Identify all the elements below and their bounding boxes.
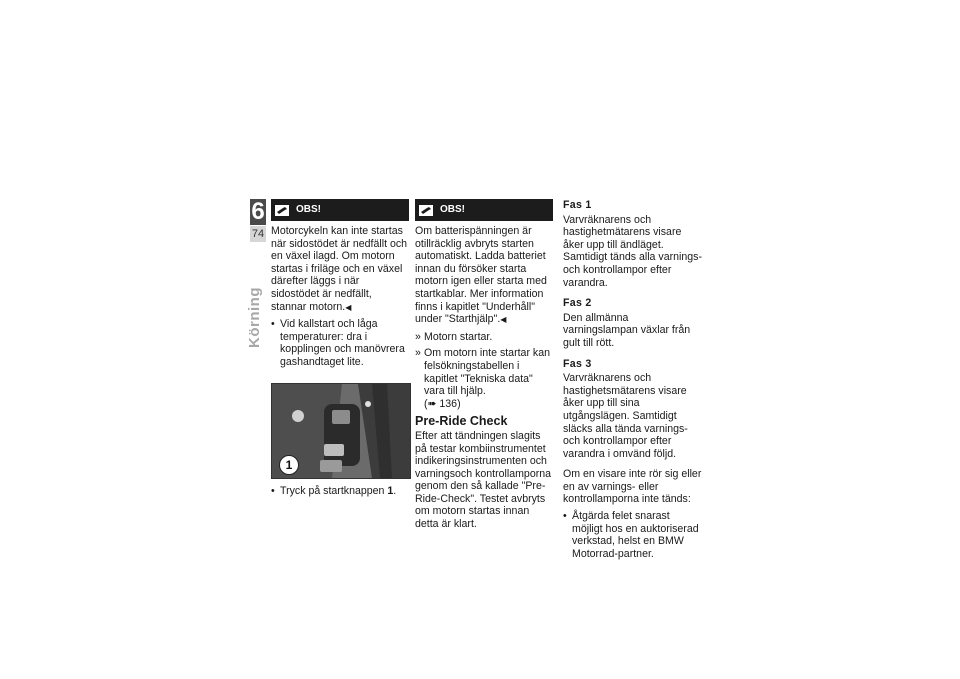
wrench-notice-icon	[419, 205, 433, 216]
result-item	[415, 347, 553, 410]
section-heading: Pre-Ride Check	[415, 414, 508, 429]
chapter-number: 6	[251, 198, 265, 225]
notice-title: OBS!	[296, 203, 321, 215]
chapter-title: Körning	[246, 287, 263, 348]
page-number: 74	[251, 228, 265, 240]
phase-text: Den allmänna varningslampan växlar från gult till rött.	[563, 311, 691, 349]
fault-paragraph: Om en visare inte rör sig eller en av varnings- eller kontrollamporna inte tänds:	[563, 468, 702, 506]
notice-text: Motorcykeln kan inte startas när sidostödet är nedfällt och en växel ilagd. Om motorn startas i friläge och en växel därefter läggs i när sidostödet är nedfällt, stannar motorn.◀	[271, 225, 408, 313]
list-item	[271, 318, 409, 368]
bullet-text: Tryck på startknappen 1.	[280, 484, 397, 497]
column-3	[563, 199, 703, 564]
phase-1	[563, 199, 703, 289]
list-item	[271, 485, 409, 498]
column-1	[271, 199, 409, 501]
phase-text: Varvräknarens och hastighetmätarens visare åker upp till ändläget. Samtidigt tänds alla varnings- och kontrollampor efter varandra.	[563, 213, 702, 289]
phase-title: Fas 1	[563, 199, 592, 211]
notice-box	[415, 199, 553, 221]
list-item	[563, 510, 703, 560]
reference-arrow-icon: ➠	[427, 397, 437, 410]
bullet-text: Vid kallstart och låga temperaturer: dra i kopplingen och manövrera gashandtaget lite.	[280, 318, 405, 368]
notice-box	[271, 199, 409, 221]
end-mark-icon: ◀	[345, 302, 352, 312]
phase-title: Fas 2	[563, 297, 592, 310]
bullet-icon: •	[563, 510, 567, 523]
callout-ref: 1	[387, 484, 394, 497]
handlebar-photo	[271, 383, 411, 479]
phase-title: Fas 3	[563, 357, 592, 370]
callout-1: 1	[279, 455, 299, 475]
end-mark-icon: ◀	[500, 315, 507, 325]
bullet-text: Åtgärda felet snarast möjligt hos en auktoriserad verkstad, helst en BMW Motorrad-partner.	[572, 510, 699, 560]
result-arrow-icon: »	[415, 347, 421, 360]
result-item	[415, 331, 553, 344]
result-arrow-icon: »	[415, 330, 421, 343]
bullet-icon: •	[271, 484, 275, 497]
notice-title: OBS!	[440, 203, 465, 215]
page-reference[interactable]: 136	[439, 397, 458, 410]
phase-2	[563, 297, 703, 349]
column-2	[415, 199, 553, 535]
notice-text: Om batterispänningen är otillräcklig avbryts starten automatiskt. Ladda batteriet innan du försöker starta motorn igen eller starta med startkablar. Mer information finns i kapitlet "Underhåll" under "Starthjälp".◀	[415, 225, 547, 326]
phase-text: Varvräknarens och hastighetsmätarens visare åker upp till sina utgångslägen. Samtidigt släcks alla tända varnings- och kontrollampor efter varandra i omvänd följd.	[563, 372, 688, 460]
bullet-icon: •	[271, 318, 275, 331]
phase-3	[563, 358, 703, 461]
wrench-notice-icon	[275, 205, 289, 216]
section-body: Efter att tändningen slagits på testar kombiinstrumentet indikeringsinstrumenten och varningsoch kontrollamporna genom den så kallade "Pre-Ride-Check". Testet avbryts om motorn startas innan detta är klart.	[415, 429, 552, 531]
result-text: Om motorn inte startar kan felsökningstabellen i kapitlet "Tekniska data" vara till hjälp. (➠ 136)	[424, 347, 550, 410]
result-text: Motorn startar.	[424, 330, 493, 343]
